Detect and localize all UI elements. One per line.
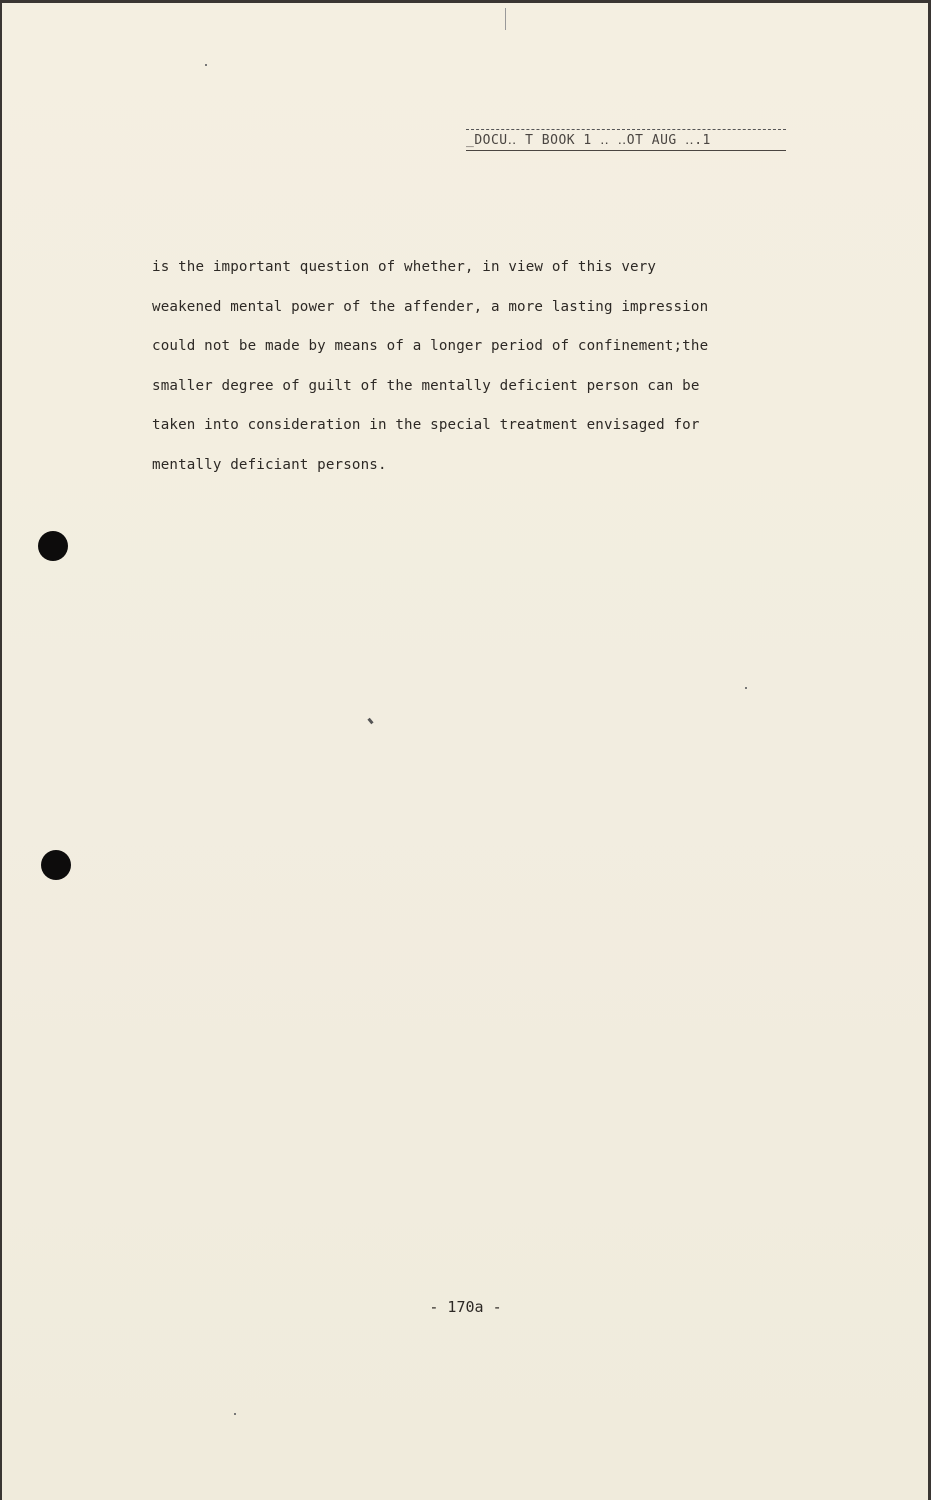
body-line: taken into consideration in the special treatment envisaged for [152,417,700,434]
body-line: mentally deficiant persons. [152,456,387,473]
body-text [152,248,792,486]
paper-speck [367,718,373,725]
paper-speck [205,64,207,66]
punch-hole-upper [38,531,68,561]
paper-speck [505,8,506,30]
paper-speck [234,1413,236,1415]
page-edge-top [0,0,931,3]
paper-speck [745,687,747,689]
body-line: could not be made by means of a longer period of confinement;the [152,338,709,355]
page-edge-left [0,0,2,1500]
page-number: - 170a - [429,1298,502,1316]
punch-hole-lower [41,850,71,880]
body-line: smaller degree of guilt of the mentally deficient person can be [152,377,700,394]
document-book-reference: _DOCU‥ T BOOK 1 ‥ ‥OT AUG ‥.1 [466,133,786,151]
body-line: weakened mental power of the affender, a more lasting impression [152,298,709,315]
header-stamp-rule [466,129,786,130]
body-line: is the important question of whether, in view of this very [152,259,657,275]
